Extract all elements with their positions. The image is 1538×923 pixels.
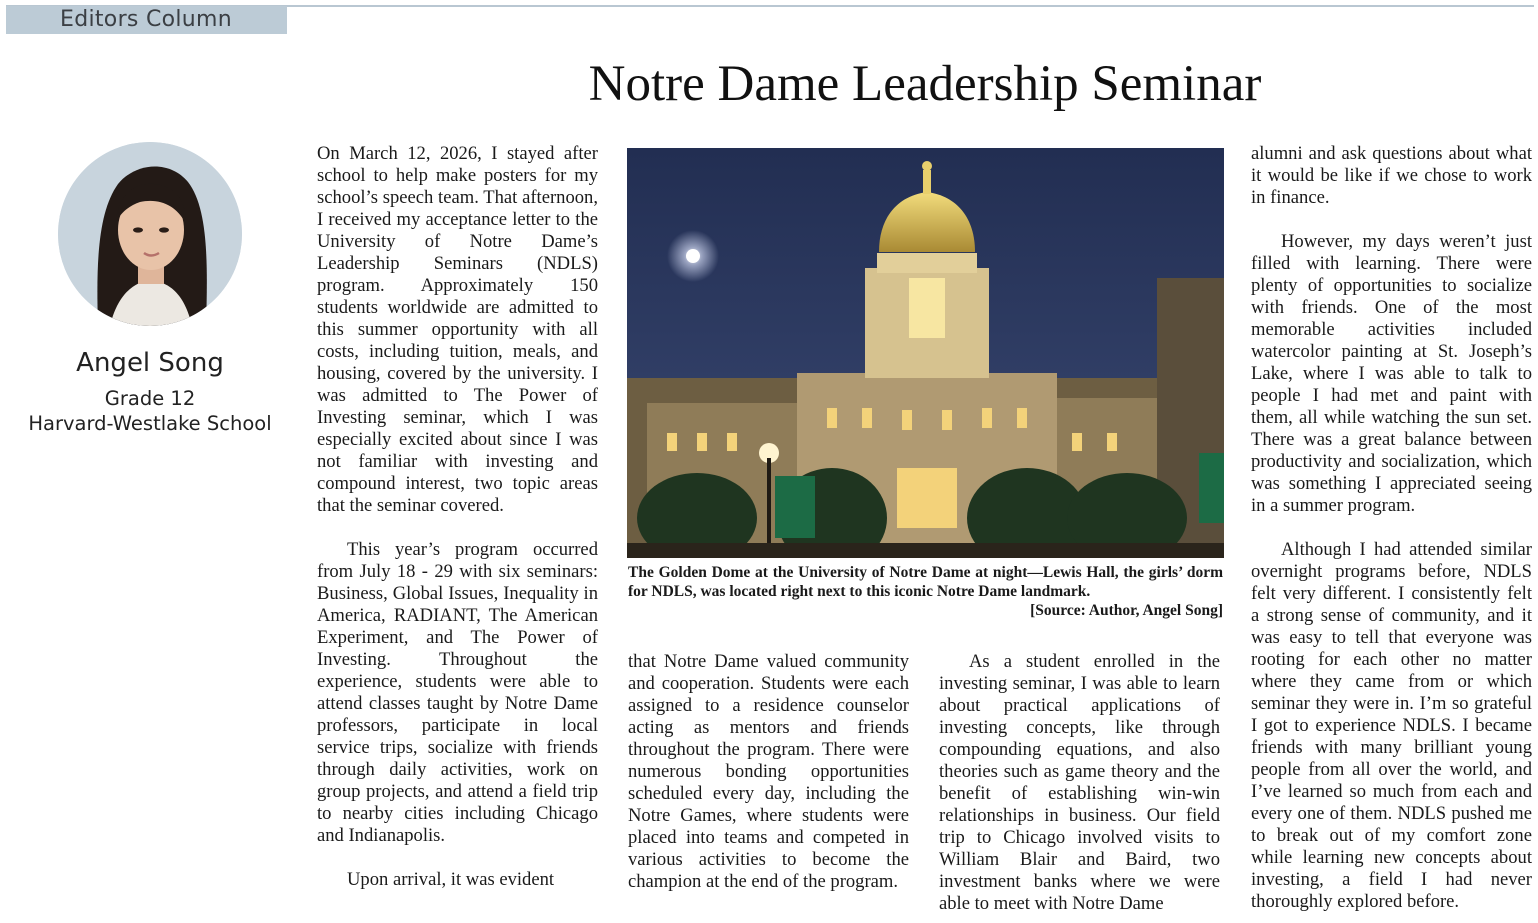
paragraph: Although I had attended similar overnight programs before, NDLS felt very different. I consistently felt a strong sense of community, and it was easy to tell that everyone was rooting for each other no matter where they came from or which seminar they were in. I’m so grateful I got to experience NDLS. I became friends with many brilliant young people from all over the world, and I’ve learned so much from each and every one of them. NDLS pushed me to break out of my comfort zone while learning new concepts about investing, a field I had never thoroughly explored before. <box>1251 539 1532 912</box>
paragraph: As a student enrolled in the investing seminar, I was able to learn about practical applications of investing concepts, like through compounding equations, and also theories such as game theory and the benefit of establishing win-win relationships in business. Our field trip to Chicago involved visits to William Blair and Baird, two investment banks where we were able to meet with Notre Dame <box>939 651 1220 914</box>
author-grade: Grade 12 <box>104 387 196 410</box>
paragraph: However, my days weren’t just filled with learning. There were plenty of opportunities to socialize with friends. One of the most memorable activities included watercolor painting at St. Joseph’s Lake, where I was able to talk to people I had met and paint with them, all while watching the sun set. There was a great balance between productivity and socialization, which was something I appreciated seeing in a summer program. <box>1251 231 1532 516</box>
photo-caption <box>628 563 1223 620</box>
author-name: Angel Song <box>76 348 224 378</box>
paragraph: that Notre Dame valued community and cooperation. Students were each assigned to a residence counselor acting as mentors and friends throughout the program. There were numerous bonding opportunities scheduled every day, including the Notre Games, where students were placed into teams and competed in various activities to become the champion at the end of the program. <box>628 651 909 892</box>
photo-source: [Source: Author, Angel Song] <box>1030 602 1223 619</box>
author-school: Harvard-Westlake School <box>28 412 272 435</box>
paragraph: Upon arrival, it was evident <box>347 869 555 890</box>
paragraph: alumni and ask questions about what it would be like if we chose to work in finance. <box>1251 143 1532 208</box>
article-column-4 <box>1251 143 1532 923</box>
section-label: Editors Column <box>6 6 287 34</box>
author-portrait-illustration <box>58 142 242 326</box>
article-column-2 <box>628 651 909 923</box>
author-photo <box>58 142 242 326</box>
article-column-1 <box>317 143 598 923</box>
paragraph: On March 12, 2026, I stayed after school to help make posters for my school’s speech team. That afternoon, I received my acceptance letter to the University of Notre Dame’s Leadership Seminars (NDLS) program. Approximately 150 students worldwide are admitted to this summer opportunity with all costs, including tuition, meals, and housing, covered by the university. I was admitted to The Power of Investing seminar, which I was especially excited about since I was not familiar with investing and compound interest, two topic areas that the seminar covered. <box>317 143 598 516</box>
golden-dome-night-illustration <box>627 148 1224 558</box>
article-column-3 <box>939 651 1220 923</box>
caption-text: The Golden Dome at the University of Notre Dame at night—Lewis Hall, the girls’ dorm for NDLS, was located right next to this iconic Notre Dame landmark. <box>628 564 1223 600</box>
paragraph: This year’s program occurred from July 18 - 29 with six seminars: Business, Global Issues, Inequality in America, RADIANT, The American Experiment, and The Power of Investing. Throughout the experience, students were able to attend classes taught by Notre Dame professors, participate in local service trips, socialize with friends through daily activities, work on group projects, and attend a field trip to nearby cities including Chicago and Indianapolis. <box>317 539 598 846</box>
article-headline: Notre Dame Leadership Seminar <box>588 56 1262 112</box>
article-photo <box>627 148 1224 558</box>
